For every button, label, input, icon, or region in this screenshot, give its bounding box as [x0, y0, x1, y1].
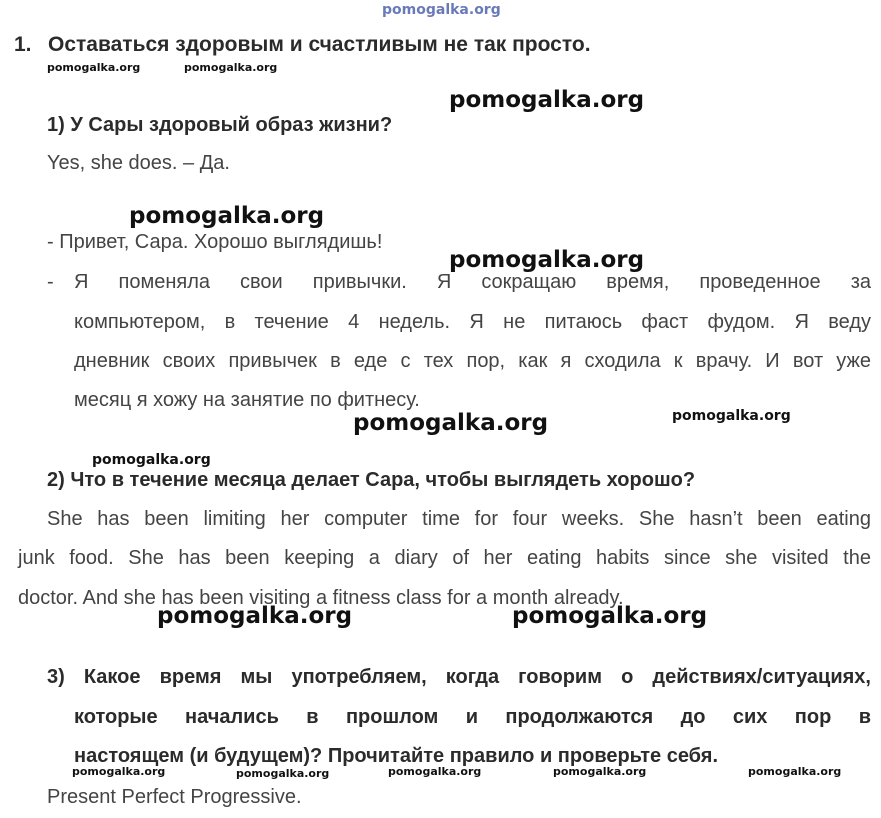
- watermark-medium: pomogalka.org: [672, 408, 791, 424]
- question-3a: 3) Какое время мы употребляем, когда говорим о действиях/ситуациях,: [47, 666, 871, 688]
- watermark-large: pomogalka.org: [129, 203, 325, 229]
- answer-2b: junk food. She has been keeping a diary of her eating habits since she visited the: [18, 547, 871, 569]
- watermark-small: pomogalka.org: [236, 767, 330, 780]
- exercise-number: 1.: [14, 33, 32, 56]
- answer-1: Yes, she does. – Да.: [47, 152, 230, 174]
- dialogue-line-2a: Я поменяла свои привычки. Я сокращаю время, проведенное за: [74, 271, 871, 293]
- watermark-small: pomogalka.org: [388, 765, 482, 778]
- dialogue-line-2c: дневник своих привычек в еде с тех пор, как я сходила к врачу. И вот уже: [74, 350, 871, 372]
- question-2: 2) Что в течение месяца делает Сара, чтобы выглядеть хорошо?: [47, 469, 696, 491]
- exercise-title: Оставаться здоровым и счастливым не так просто.: [48, 33, 591, 56]
- answer-3: Present Perfect Progressive.: [47, 786, 302, 808]
- question-3c: настоящем (и будущем)? Прочитайте правило и проверьте себя.: [74, 745, 718, 767]
- answer-2a: She has been limiting her computer time for four weeks. She hasn’t been eating: [47, 508, 871, 530]
- dialogue-line-1: - Привет, Сара. Хорошо выглядишь!: [47, 231, 383, 253]
- watermark-small: pomogalka.org: [47, 61, 141, 74]
- watermark-small: pomogalka.org: [748, 765, 842, 778]
- watermark-medium: pomogalka.org: [92, 452, 211, 468]
- watermark-small: pomogalka.org: [72, 765, 166, 778]
- watermark-top: pomogalka.org: [382, 2, 501, 18]
- question-1: 1) У Сары здоровый образ жизни?: [47, 114, 393, 136]
- watermark-large: pomogalka.org: [449, 247, 645, 273]
- dialogue-dash: -: [47, 271, 54, 293]
- watermark-small: pomogalka.org: [553, 765, 647, 778]
- watermark-large: pomogalka.org: [449, 87, 645, 113]
- question-3b: которые начались в прошлом и продолжаются до сих пор в: [74, 706, 871, 728]
- watermark-large: pomogalka.org: [353, 410, 549, 436]
- answer-2c: doctor. And she has been visiting a fitness class for a month already.: [18, 587, 624, 609]
- dialogue-line-2b: компьютером, в течение 4 недель. Я не питаюсь фаст фудом. Я веду: [74, 311, 871, 333]
- watermark-small: pomogalka.org: [184, 61, 278, 74]
- watermark-large: pomogalka.org: [512, 603, 708, 629]
- watermark-large: pomogalka.org: [157, 603, 353, 629]
- dialogue-line-2d: месяц я хожу на занятие по фитнесу.: [74, 389, 420, 411]
